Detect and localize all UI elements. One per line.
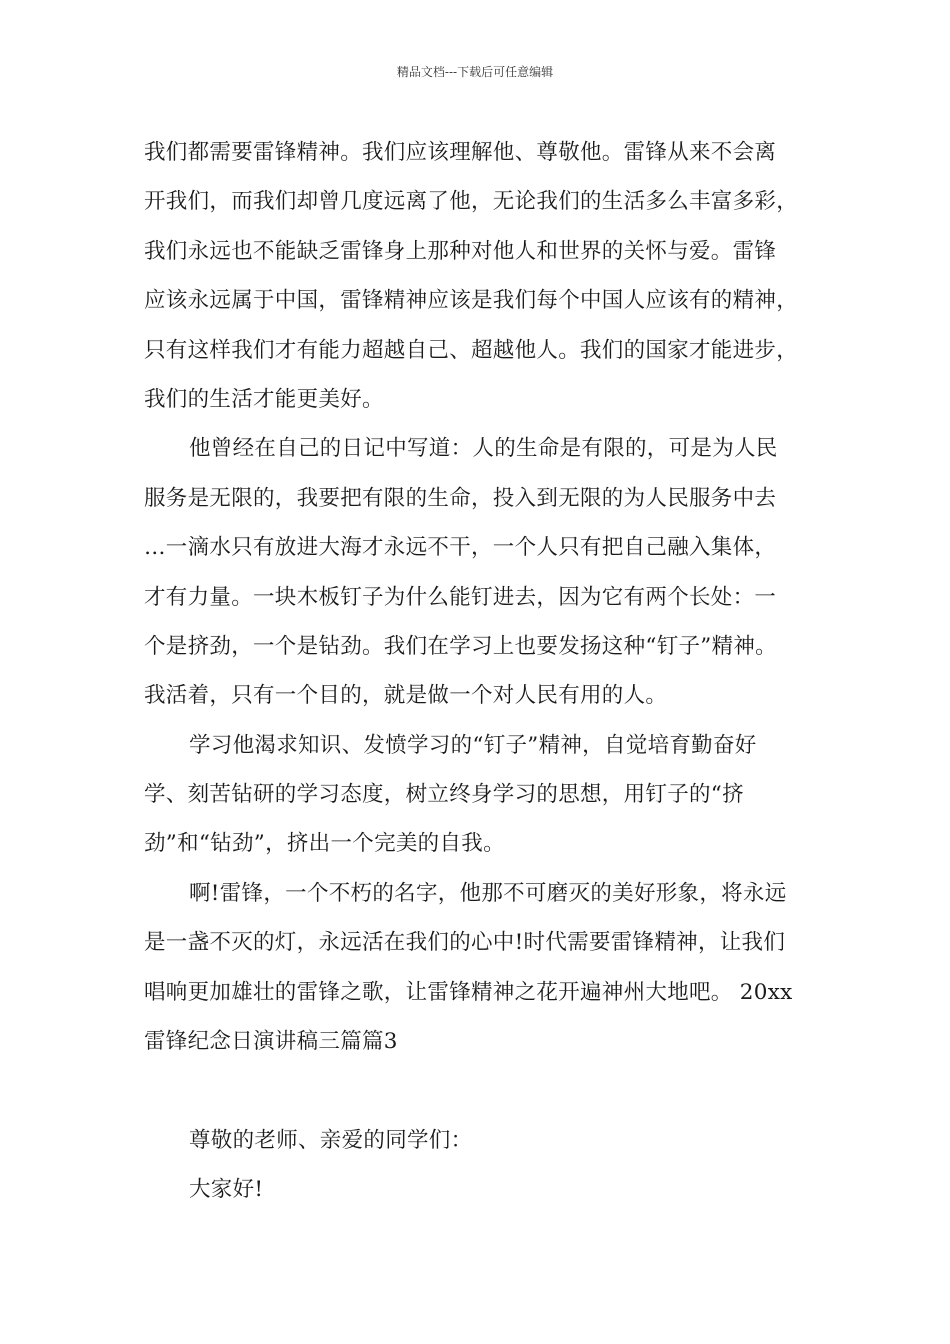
- text-line: 他曾经在自己的日记中写道：人的生命是有限的，可是为人民: [189, 436, 778, 462]
- paragraph-greeting: [144, 1165, 834, 1214]
- text-line: 服务是无限的，我要把有限的生命，投入到无限的为人民服务中去: [144, 485, 777, 511]
- blank-line: [144, 1066, 834, 1115]
- text-line: 啊!雷锋，一个不朽的名字，他那不可磨灭的美好形象，将永远: [189, 880, 787, 906]
- text-line: 应该永远属于中国，雷锋精神应该是我们每个中国人应该有的精神，: [144, 288, 799, 314]
- paragraph-1: [144, 128, 834, 424]
- text-line: 学、刻苦钻研的学习态度，树立终身学习的思想，用钉子的“挤: [144, 782, 744, 808]
- paragraph-salutation: [144, 1116, 834, 1165]
- document-body: [144, 128, 834, 1215]
- text-line: 唱响更加雄壮的雷锋之歌，让雷锋精神之花开遍神州大地吧。 20xx: [144, 979, 793, 1005]
- text-line: 我们永远也不能缺乏雷锋身上那种对他人和世界的关怀与爱。雷锋: [144, 238, 777, 264]
- section-title: 雷锋纪念日演讲稿三篇篇3: [144, 1029, 398, 1055]
- text-line: 个是挤劲，一个是钻劲。我们在学习上也要发扬这种“钉子”精神。: [144, 633, 777, 659]
- text-line: 学习他渴求知识、发愤学习的“钉子”精神，自觉培育勤奋好: [189, 732, 757, 758]
- greeting-line: 大家好!: [189, 1177, 264, 1203]
- text-line: 开我们，而我们却曾几度远离了他，无论我们的生活多么丰富多彩，: [144, 189, 799, 215]
- text-line: 劲”和“钻劲”，挤出一个完美的自我。: [144, 831, 505, 857]
- page-header: [0, 64, 950, 80]
- text-line: 我活着，只有一个目的，就是做一个对人民有用的人。: [144, 683, 668, 709]
- text-line: 我们都需要雷锋精神。我们应该理解他、尊敬他。雷锋从来不会离: [144, 140, 777, 165]
- header-text: 精品文档---下载后可任意编辑: [396, 65, 554, 79]
- text-line: 是一盏不灭的灯，永远活在我们的心中!时代需要雷锋精神，让我们: [144, 930, 786, 956]
- paragraph-2: [144, 424, 834, 720]
- salutation-line: 尊敬的老师、亲爱的同学们：: [189, 1127, 473, 1153]
- text-line: …一滴水只有放进大海才永远不干，一个人只有把自己融入集体，: [144, 535, 777, 561]
- paragraph-4: [144, 869, 834, 1067]
- paragraph-3: [144, 721, 834, 869]
- text-line: 才有力量。一块木板钉子为什么能钉进去，因为它有两个长处：一: [144, 584, 777, 610]
- text-line: 只有这样我们才有能力超越自己、超越他人。我们的国家才能进步，: [144, 337, 799, 363]
- text-line: 我们的生活才能更美好。: [144, 386, 384, 412]
